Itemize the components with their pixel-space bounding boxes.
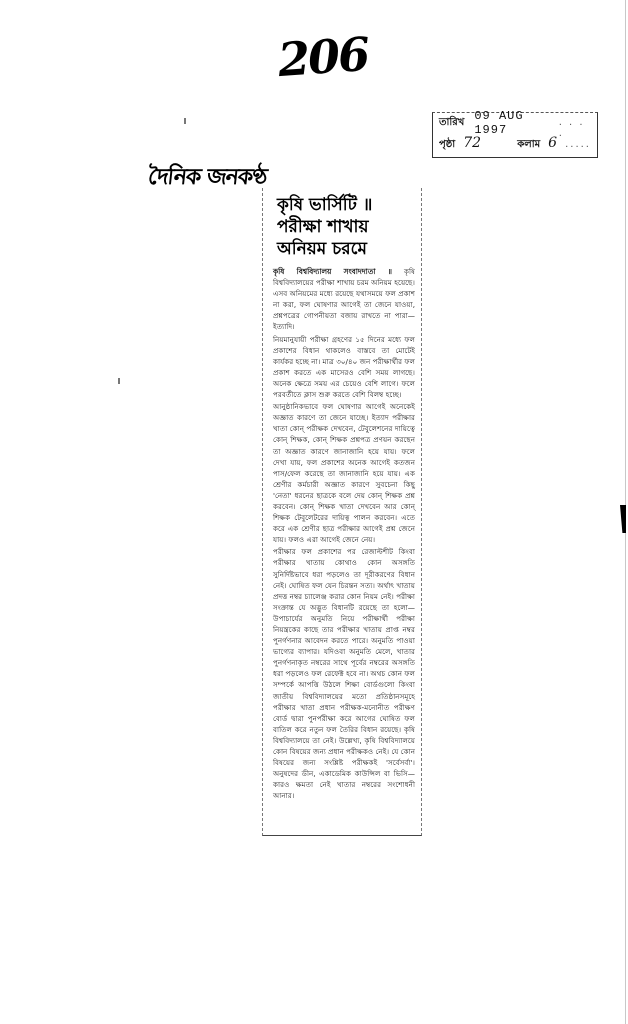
article-paragraph: পরীক্ষার ফল প্রকাশের পর রেজাল্টশীট কিংবা পরীক্ষার খাতায় কোথাও কোন অসঙ্গতি সুনির্দিষ্টভাবে ধরা পড়লেও তা দূরীকরণের বিধান নেই। ঘোষিত ফল যেন চিরন্তন সত্য। অর্থাৎ খাতায় প্রদত্ত নম্বর চ্যালেঞ্জ করার কোন নিয়ম নেই। পরীক্ষা সংক্রান্ত যে অদ্ভুত বিধানটি রয়েছে তা হলো— উপাচার্যের অনুমতি নিয়ে পরীক্ষার্থী পরীক্ষা নিয়ন্ত্রকের কাছে তার পরীক্ষার খাতায় প্রাপ্ত নম্বর পুনর্গণনার আবেদন করতে পারে। অনুমতি পাওয়া ভাগ্যের ব্যাপার। যদিওবা অনুমতি মেলে, খাতার পুনর্গণনাকৃত নম্বরের সাথে পূর্বের নম্বরের অসঙ্গতি ধরা পড়লেও ফল রেফেক্ট হবে না। অথচ কোন ফল সম্পর্কে আপত্তি উঠলে শিক্ষা বোর্ডগুলো কিংবা জাতীয় বিশ্ববিদ্যালয়ের মতো প্রতিষ্ঠানসমূহে পরীক্ষার খাতা প্রধান পরীক্ষক-মনোনীত পরীক্ষণ বোর্ড দ্বারা পুনর্পরীক্ষা করে আগের ঘোষিত ফল বাতিল করে নতুন ফল তৈরির বিধান রয়েছে। কৃষি বিশ্ববিদ্যালয়ে তা নেই। উল্লেখ্য, কৃষি বিশ্ববিদ্যালয়ে কোন বিষয়ের জন্য প্রধান পরীক্ষকও নেই। যে কোন বিষয়ের জন্য সংশ্লিষ্ট পরীক্ষকই 'সর্বেসর্বা'। অনুষদের ডীন, একাডেমিক কাউন্সিল বা ভিসি— কারও ক্ষমতা নেই খাতার নম্বরের সংশোধনী আনার। [273, 547, 415, 801]
headline-line: কৃষি ভার্সিটি ॥ [277, 195, 373, 215]
stamp-column-value: 6 [548, 135, 558, 151]
scan-speck [118, 378, 120, 384]
newspaper-clipping [262, 188, 422, 836]
article-headline [277, 194, 415, 260]
article-paragraph: আনুষ্ঠানিকভাবে ফল ঘোষণার আগেই অনেকেই অজ্ঞাত কারণে তা জেনে যাচ্ছে। ইত্যাদ পরীক্ষার খাতা কোন্ পরীক্ষক দেখবেন, টেবুলেশনের দায়িত্বে কোন্ শিক্ষক, কোন্ শিক্ষক প্রশ্নপত্র প্রণয়ন করছেন তা অজ্ঞাত কারণে জানাজানি হয়ে যায়। ফলে দেখা যায়, ফল প্রকাশের অনেক আগেই কতজন পাস/ফেল করেছে তা জানাজানি হয়ে যায়। এক শ্রেণীর কর্মচারী অজ্ঞাত কারণে সুবচেনা কিছু 'নেতা' ধরনের ছাত্রকে বলে দেয় কোন্ শিক্ষক প্রশ্ন করবেন। কোন্ শিক্ষক খাতা দেখবেন আর কোন্ শিক্ষক টেবুলেটরের দায়িত্ব পালন করবেন। এতে করে এক শ্রেণীর ছাত্র পরীক্ষার আগেই প্রশ্ন জেনে যায়। ফলও এরা আগেই জেনে নেয়। [273, 402, 415, 545]
stamp-column-label: কলাম [517, 139, 541, 150]
stamp-date-value: 09 AUG 1997 [474, 109, 524, 137]
scan-speck [184, 118, 186, 124]
headline-line: পরীক্ষা শাখায় [277, 217, 369, 237]
scan-edge-mark [620, 505, 626, 533]
stamp-dots: ..... [565, 139, 591, 150]
paragraph-text: কৃষি বিশ্ববিদ্যালয়ের পরীক্ষা শাখায় চরম অনিয়ম হয়েছে। এসব অনিয়মের মধ্যে রয়েছে যথাসময়ে ফল প্রকাশ না করা, ফল ঘোষণার আগেই তা জেনে যাওয়া, প্রশ্নপত্রের গোপনীয়তা বজায় রাখতে না পারা— ইত্যাদি। [273, 267, 415, 332]
newspaper-masthead: দৈনিক জনকণ্ঠ [146, 165, 268, 190]
stamp-date-row [439, 109, 591, 139]
handwritten-page-number: 206 [276, 26, 370, 88]
stamp-date-label: তারিখ [439, 117, 465, 128]
stamp-page-label: পৃষ্ঠা [439, 139, 456, 150]
stamp-dots: . . . . [558, 117, 585, 139]
article-byline: কৃষি বিশ্ববিদ্যালয় সংবাদদাতা ॥ [273, 267, 392, 276]
article-paragraph [273, 266, 415, 333]
headline-line: অনিয়ম চরমে [277, 239, 367, 259]
archive-stamp [432, 109, 598, 158]
article-paragraph: নিয়মানুযায়ী পরীক্ষা গ্রহণের ১৫ দিনের মধ্যে ফল প্রকাশের বিধান থাকলেও বাস্তবে তা মোটেই কার্যকর হচ্ছে না। মাত্র ৩০/৪০ জন পরীক্ষার্থীর ফল প্রকাশ করতে এক মাসেরও বেশি সময় লাগছে। অনেক ক্ষেত্রে সময় এর চেয়েও বেশি লাগে। ফলে পরবর্তীতে ক্লাস শুরু করতে বেশি বিলম্ব হচ্ছে। [273, 334, 415, 400]
stamp-page-value: 72 [463, 135, 482, 151]
